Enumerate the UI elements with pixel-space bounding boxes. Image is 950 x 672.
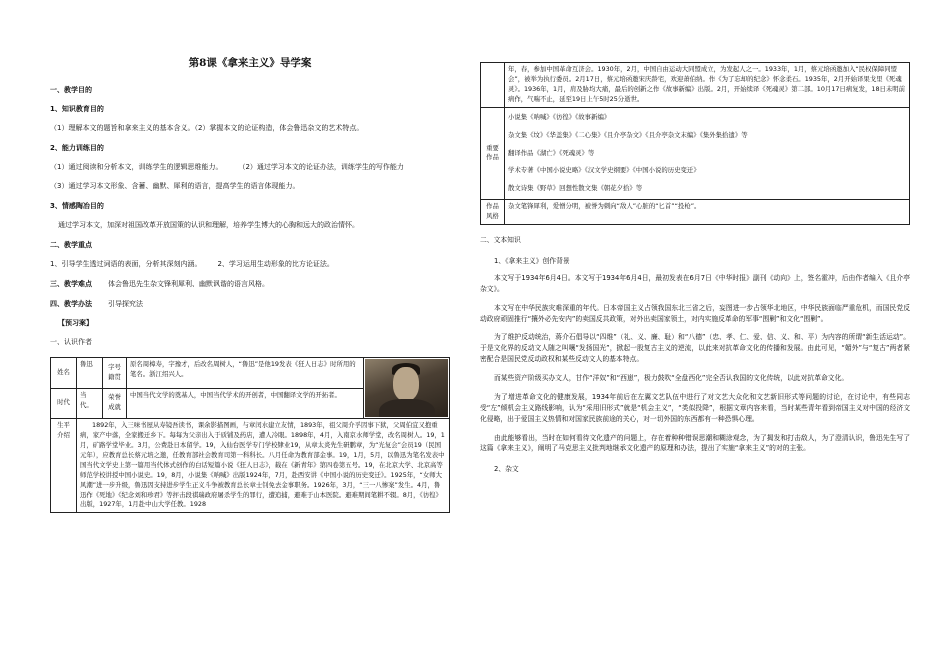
works-item: 散文诗集《野草》回想性散文集《朝花夕拾》等 xyxy=(508,184,643,193)
heading-emotion-goals: 3、情感陶冶目的 xyxy=(50,202,104,211)
zihao-value: 原名周樟寿，字豫才，后改名周树人，“鲁迅”是他19发表《狂人日志》时所用的笔名。浙江绍兴人。 xyxy=(127,358,364,389)
emotion-goals-text: 通过学习本文，加深对祖国改革开放国策的认识和理解，培养学生博大的心胸和远大的政治情怀。 xyxy=(58,221,359,230)
background-paragraph: 由此能够看出，当时在如何看待文化遗产的问题上，存在着种种错误思潮和糊涂观念，为了揭发和打击敌人，为了澄清认识，鲁迅先生写了这篇《拿来主义》，阐明了马克思主义批判地继承文化遗产的原理和办法，提出了实施“拿来主义”的对的主张。 xyxy=(480,433,910,453)
right-column xyxy=(480,0,910,481)
author-table-continued xyxy=(480,62,910,225)
knowledge-goals-text: （1）理解本文的题旨和拿来主义的基本含义。（2）掌握本文的论证构造，体会鲁迅杂文的艺术特点。 xyxy=(50,123,364,132)
heading-key-points: 二、教学重点 xyxy=(50,241,92,250)
life-value: 1892年，入三味书屋从寿镜吾读书，课余影描图画，与章闰水建立友情，1893年，祖父周介孚因事下狱，父周伯宜又抱重病，家产中落，全家搬迁乡下。每每为父亲出入于质铺及药店，遭人冷眼。1898年，4月，入南京水师学堂，改名周树人。19，1月，矿路学堂毕业。3月，公费赴日本留学。19，入仙台医学专门学校肄业19，从章太炎先生研鹏章，为“光复会”会员19（民国元年），应教育总长蔡元培之邀，任教育部社会教育司第一科科长。八月任命为教育部金事。19，1月，5月，以鲁迅为笔名发表中国当代文学史上第一篇用当代体式创作的白话短篇小说《狂人日志》，载在《新青年》第四卷第五号。19，在北京大学、北京高等师范学校讲授中国小说史。19，8月，小说集《呐喊》出版1924年，7月，赴西安讲《中国小说的历史变迁》。1925年，“女师大风潮”进一步升级，鲁迅因支持进步学生正义斗争被教育总长章士钊免去金事职务。1926年，3月，“三一八惨案”发生。4月，鲁迅作《死地》《纪念刘和珍君》等抨击段祺瑞政府屠杀学生的罪行，遭追捕，避难于山本医院。避难期间笔耕不辍。8月，《彷徨》出版，1927年，1月赴中山大学任教。1928 xyxy=(77,419,450,513)
know-author-heading: 一、认识作者 xyxy=(50,338,92,347)
continued-label-cell xyxy=(481,63,505,108)
key-points-line xyxy=(50,259,450,270)
honor-value: 中国当代文学的奠基人，中国当代学术的开创者，中国翻译文学的开拓者。 xyxy=(127,388,364,419)
works-label: 重要作品 xyxy=(481,107,505,200)
background-paragraph: 为了增进革命文化的健康发展，1934年前后在左翼文艺队伍中进行了对文艺大众化和文艺新旧形式等问题的讨论，在讨论中，有些同志受“左”倾机会主义路线影响，认为“采用旧形式”就是“机会主义”，“类似投降”，根据文章内容来看，当时某些青年看到帝国主义对中国的经济文化侵略，出于爱国主义热情和对国家民族前途的关心，对一切外国的东西都有一种恐惧心理。 xyxy=(480,392,910,423)
ability-goal-1: （1）通过阅读和分析本文，训练学生的逻辑思维能力。 xyxy=(50,162,223,171)
method-text: 引导探究法 xyxy=(108,299,143,308)
name-label: 姓名 xyxy=(51,358,77,389)
style-value: 杂文笔锋犀利，爱憎分明，被誉为刺向“敌人”心脏的“匕首”“投枪”。 xyxy=(505,200,910,225)
author-photo-cell xyxy=(364,358,450,419)
key-point-1: 1、引导学生透过词语的表面，分析其深刻内涵。 xyxy=(50,259,202,268)
heading-method: 四、教学办法 xyxy=(50,299,92,308)
honor-label: 荣誉成就 xyxy=(103,388,127,419)
author-portrait xyxy=(365,359,448,417)
table-row xyxy=(481,107,910,200)
table-row xyxy=(51,358,450,389)
ability-goals-line1 xyxy=(50,162,450,173)
life-continued-value: 年，春，参加中国革命互济会。1930年，2月，中国自由运动大同盟成立，为发起人之一。1933年，1月，蔡元培函邀加入“民权保障同盟会”，被举为执行委员。2月17日，蔡元培函邀宋庆龄宅，欢迎萧伯纳。作《为了忘却的纪念》怀念柔石。1935年，2月开始译果戈里《死魂灵》。1936年，1月，肩及胁均大痛，最后的创新之作《故事新编》出版。2月，开始续译《死魂灵》第二部。10月17日病复发，18日未明前病作，气喘不止，延至19日上午5时25分逝世。 xyxy=(505,63,910,108)
author-table xyxy=(50,357,450,513)
works-item: 小说集《呐喊》《彷徨》《故事新编》 xyxy=(508,112,611,121)
background-subheading: 1、《拿来主义》创作背景 xyxy=(494,257,570,266)
era-label: 时代 xyxy=(51,388,77,419)
preview-heading: 【预习案】 xyxy=(58,319,93,328)
heading-ability-goals: 2、能力训练目的 xyxy=(50,143,104,152)
difficulty-line xyxy=(50,279,450,290)
heading-difficulty: 三、教学难点 xyxy=(50,279,92,288)
essay-subheading: 2、杂文 xyxy=(494,465,519,474)
table-row xyxy=(481,200,910,225)
heading-teaching-goals: 一、教学目的 xyxy=(50,86,92,95)
zihao-label: 字号籍贯 xyxy=(103,358,127,389)
key-point-2: 2、学习运用生动形象的比方论证法。 xyxy=(217,259,334,268)
method-line xyxy=(50,299,450,310)
heading-knowledge-goals: 1、知识教育目的 xyxy=(50,105,104,114)
table-row xyxy=(51,419,450,513)
background-paragraph: 为了维护反动统治，蒋介石倡导以“四维”（礼、义、廉、耻）和“八德”（忠、孝、仁、爱、信、义、和、平）为内容的所谓“新生活运动”。于是文化界的反动文人随之叫嚷“发扬国光”，掀起一股复古主义的逆流，以此来对抗革命文化的传播和发展。由此可见，“媚外”与“复古”两者紧密配合是国民党反动政权和某些反动文人的基本特点。 xyxy=(480,333,910,364)
works-item: 杂文集《坟》《华盖集》《二心集》《且介亭杂文》《且介亭杂文末编》《集外集拾遗》等 xyxy=(508,130,748,139)
left-column xyxy=(50,0,450,513)
name-value: 鲁迅 xyxy=(77,358,103,389)
works-item: 学术专著《中国小说史略》《汉文学史纲要》《中国小说的历史变迁》 xyxy=(508,166,700,175)
background-paragraph: 本文写于1934年6月4日。本文写于1934年6月4日，最初发表在6月7日《中华时报》副刊《动向》上，签名霍冲，后由作者编入《且介亭杂文》。 xyxy=(480,273,910,293)
works-cell xyxy=(505,107,910,200)
page-title: 第8课《拿来主义》导学案 xyxy=(188,57,312,69)
text-knowledge-heading: 二、文本知识 xyxy=(480,236,521,245)
background-paragraph: 本文写在中华民族灾难深重的年代。日本帝国主义占领我国东北三省之后，妄图进一步占领华北地区，中华民族面临严重危机，而国民党反动政府顽固推行“攘外必先安内”的卖国反共政策，对外出卖国家领土，对内实施反革命的军事“围剿”和文化“围剿”。 xyxy=(480,303,910,323)
works-item: 翻译作品《湖亡》《死魂灵》等 xyxy=(508,148,595,157)
difficulty-text: 体会鲁迅先生杂文锋利犀利、幽默讽谐的语言风格。 xyxy=(108,279,269,288)
background-paragraph: 而某些资产阶级买办文人，甘作“洋奴”和“西崽”，极力鼓吹“全盘西化”完全否认我国的文化传统，以此对抗革命文化。 xyxy=(494,374,849,383)
life-label: 生平介绍 xyxy=(51,419,77,513)
style-label: 作品风格 xyxy=(481,200,505,225)
ability-goal-2: （2）通过学习本文的论证办法，训练学生的写作能力 xyxy=(238,162,404,171)
table-row xyxy=(481,63,910,108)
ability-goal-3: （3）通过学习本文形象、含蓄、幽默、犀利的语言，提高学生的语言体现能力。 xyxy=(50,182,300,191)
era-value: 当代。 xyxy=(77,388,103,419)
